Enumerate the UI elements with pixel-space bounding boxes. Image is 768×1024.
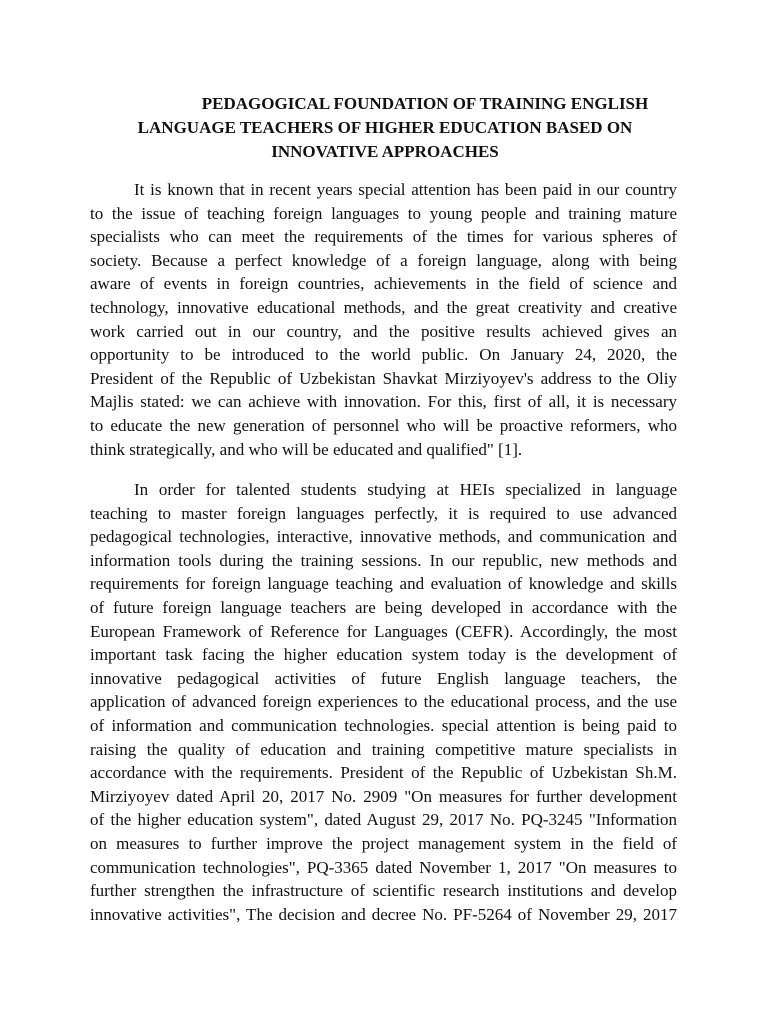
text-line: of future foreign language teachers are being developed in accordance with the (90, 597, 677, 617)
text-line: technology, innovative educational methods, and the great creativity and creative (90, 297, 677, 317)
text-line: specialists who can meet the requirements of the times for various spheres of (90, 227, 677, 247)
text-line: society. Because a perfect knowledge of a foreign language, along with being (90, 250, 677, 270)
text-line: to educate the new generation of personnel who will be proactive reformers, who (90, 415, 677, 435)
text-line: to the issue of teaching foreign languages to young people and training mature (90, 203, 677, 223)
text-line: aware of events in foreign countries, achievements in the field of science and (90, 274, 677, 294)
text-line: pedagogical technologies, interactive, innovative methods, and communication and (90, 527, 677, 547)
text-line: In order for talented students studying at HEIs specialized in language (134, 480, 677, 499)
text-line: Mirziyoyev dated April 20, 2017 No. 2909 "On measures for further development (90, 786, 677, 806)
body-paragraph (90, 178, 677, 461)
text-line: of the higher education system", dated August 29, 2017 No. PQ-3245 "Information (90, 810, 677, 830)
text-line: innovative pedagogical activities of future English language teachers, the (90, 668, 677, 688)
text-line: application of advanced foreign experiences to the educational process, and the use (90, 692, 677, 712)
text-line: President of the Republic of Uzbekistan Shavkat Mirziyoyev's address to the Oliy (90, 368, 677, 388)
text-line: further strengthen the infrastructure of scientific research institutions and develop (90, 881, 677, 901)
text-line: of information and communication technologies. special attention is being paid to (90, 715, 677, 735)
title-line: INNOVATIVE APPROACHES (271, 142, 499, 161)
title-line: PEDAGOGICAL FOUNDATION OF TRAINING ENGLISH (201, 94, 649, 113)
text-line: communication technologies", PQ-3365 dated November 1, 2017 "On measures to (90, 857, 677, 877)
document-title (90, 92, 680, 164)
text-line: requirements for foreign language teaching and evaluation of knowledge and skills (90, 574, 677, 594)
text-line: information tools during the training sessions. In our republic, new methods and (90, 550, 677, 570)
text-line: think strategically, and who will be educated and qualified" [1]. (90, 439, 523, 459)
text-line: accordance with the requirements. President of the Republic of Uzbekistan Sh.M. (90, 763, 677, 783)
text-line: work carried out in our country, and the positive results achieved gives an (90, 321, 677, 341)
title-line: LANGUAGE TEACHERS OF HIGHER EDUCATION BASED ON (137, 118, 633, 137)
text-line: innovative activities", The decision and decree No. PF-5264 of November 29, 2017 (90, 904, 677, 924)
text-line: on measures to further improve the project management system in the field of (90, 833, 677, 853)
text-line: teaching to master foreign languages perfectly, it is required to use advanced (90, 503, 677, 523)
text-line: It is known that in recent years special attention has been paid in our country (134, 180, 677, 199)
text-line: opportunity to be introduced to the world public. On January 24, 2020, the (90, 345, 677, 365)
text-line: important task facing the higher education system today is the development of (90, 645, 677, 665)
text-line: raising the quality of education and training competitive mature specialists in (90, 739, 677, 759)
text-line: Majlis stated: we can achieve with innovation. For this, first of all, it is necessary (90, 392, 677, 412)
body-paragraph (90, 478, 677, 926)
text-line: European Framework of Reference for Languages (CEFR). Accordingly, the most (90, 621, 677, 641)
